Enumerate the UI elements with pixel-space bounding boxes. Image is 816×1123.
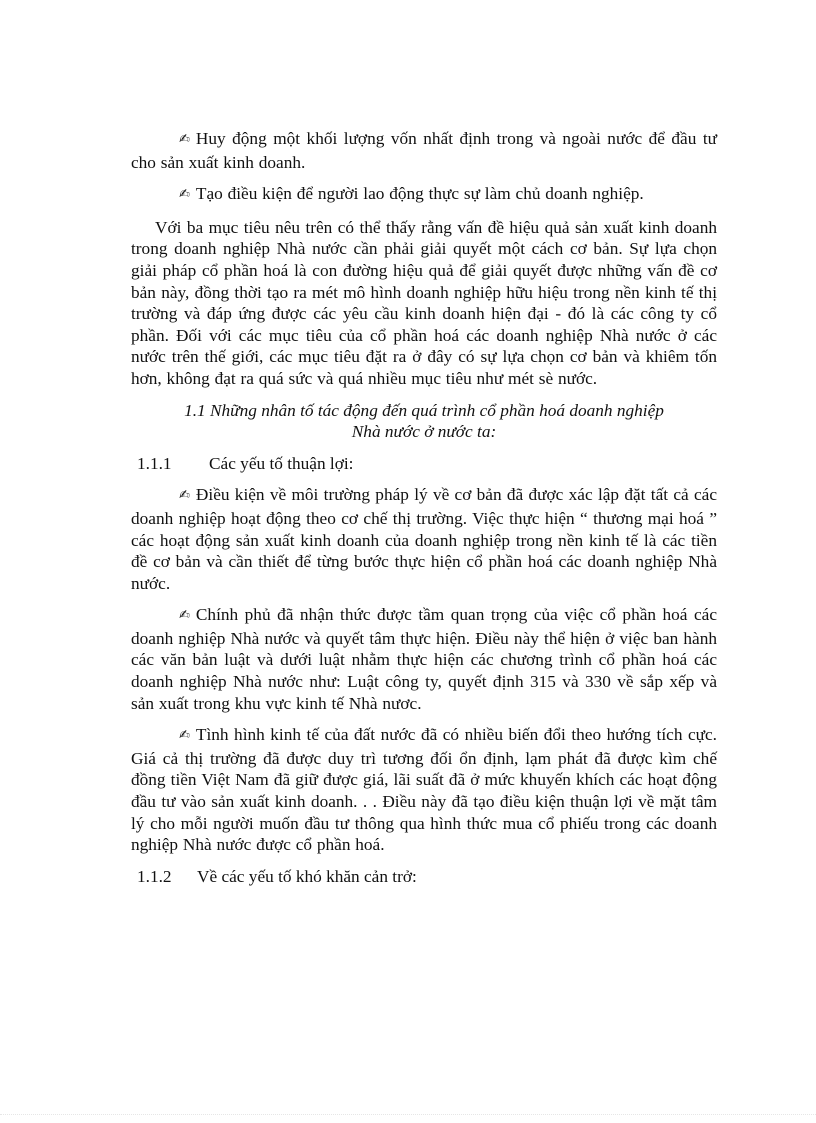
bullet-paragraph-text: Huy động một khối lượng vốn nhất định trong và ngoài nước để đầu tư cho sản xuất kinh doanh. (131, 129, 717, 172)
bullet-paragraph-1 (131, 128, 717, 173)
writing-hand-icon: ✍ (179, 187, 190, 203)
writing-hand-icon: ✍ (179, 728, 190, 744)
favorable-paragraph-text: Điều kiện về môi trường pháp lý về cơ bản đã được xác lập đặt tất cả các doanh nghiệp hoạt động theo cơ chế thị trường. Việc thực hiện “ thương mại hoá ” các hoạt động sản xuất kinh doanh của doanh nghiệp trong nền kinh tế là các tiền đề cơ bản và cần thiết để từng bước thực hiện cổ phần hoá các doanh nghiệp Nhà nước. (131, 485, 717, 593)
subheading-obstacles (131, 866, 717, 888)
document-page (131, 128, 717, 897)
bullet-paragraph-text: Tạo điều kiện để người lao động thực sự làm chủ doanh nghiệp. (195, 184, 644, 204)
favorable-paragraph-1 (131, 484, 717, 594)
favorable-paragraph-2 (131, 604, 717, 714)
section-heading-line-1: 1.1 Những nhân tố tác động đến quá trình cổ phần hoá doanh nghiệp (184, 400, 664, 420)
subheading-favorable (131, 453, 717, 475)
favorable-paragraph-3 (131, 724, 717, 856)
page-bottom-rule (0, 1114, 816, 1115)
subheading-number: 1.1.2 (137, 866, 172, 886)
writing-hand-icon: ✍ (179, 608, 190, 624)
subheading-number: 1.1.1 (137, 453, 172, 473)
subheading-title: Các yếu tố thuận lợi: (209, 453, 354, 473)
favorable-paragraph-text: Chính phủ đã nhận thức được tầm quan trọng của việc cổ phần hoá các doanh nghiệp Nhà nước và quyết tâm thực hiện. Điều này thể hiện ở việc ban hành các văn bản luật và dưới luật nhằm thực hiện các chương trình cổ phần hoá các doanh nghiệp Nhà nước như: Luật công ty, quyết định 315 và 330 về sắp xếp và sản xuất trong khu vực kinh tế Nhà nươc. (131, 605, 717, 713)
writing-hand-icon: ✍ (179, 488, 190, 504)
bullet-paragraph-2 (131, 183, 717, 207)
writing-hand-icon: ✍ (179, 132, 190, 147)
favorable-paragraph-text: Tình hình kinh tế của đất nước đã có nhiều biến đổi theo hướng tích cực. Giá cả thị trường đã được duy trì tương đối ổn định, lạm phát đã được kìm chế đồng tiền Việt Nam đã giữ được giá, lãi suất đã ở mức khuyến khích các hoạt động đầu tư vào sản xuất kinh doanh. . . Điều này đã tạo điều kiện thuận lợi về mặt tâm lý cho mỗi người muốn đầu tư thông qua hình thức mua cổ phiếu trong các doanh nghiệp Nhà nước được cổ phần hoá. (131, 725, 717, 855)
subheading-title: Về các yếu tố khó khăn cản trở: (197, 866, 417, 886)
section-heading (131, 400, 717, 443)
section-heading-line-2: Nhà nước ở nước ta: (351, 422, 497, 442)
intro-paragraph: Với ba mục tiêu nêu trên có thể thấy rằng vấn đề hiệu quả sản xuất kinh doanh trong doanh nghiệp Nhà nước cần phải giải quyết một cách cơ bản. Sự lựa chọn giải pháp cổ phần hoá là con đường hiệu quả để giải quyết được những vấn đề cơ bản này, đồng thời tạo ra mét mô hình doanh nghiệp hữu hiệu trong nền kinh tế thị trường và đáp ứng được các yêu cầu kinh doanh hiện đại - đó là các công ty cổ phần. Đối với các mục tiêu của cổ phần hoá các doanh nghiệp Nhà nước ở các nước trên thế giới, các mục tiêu đặt ra ở đây có sự lựa chọn cơ bản và khiêm tốn hơn, không đạt ra quá sức và quá nhiều mục tiêu như mét sè nước. (131, 217, 717, 388)
